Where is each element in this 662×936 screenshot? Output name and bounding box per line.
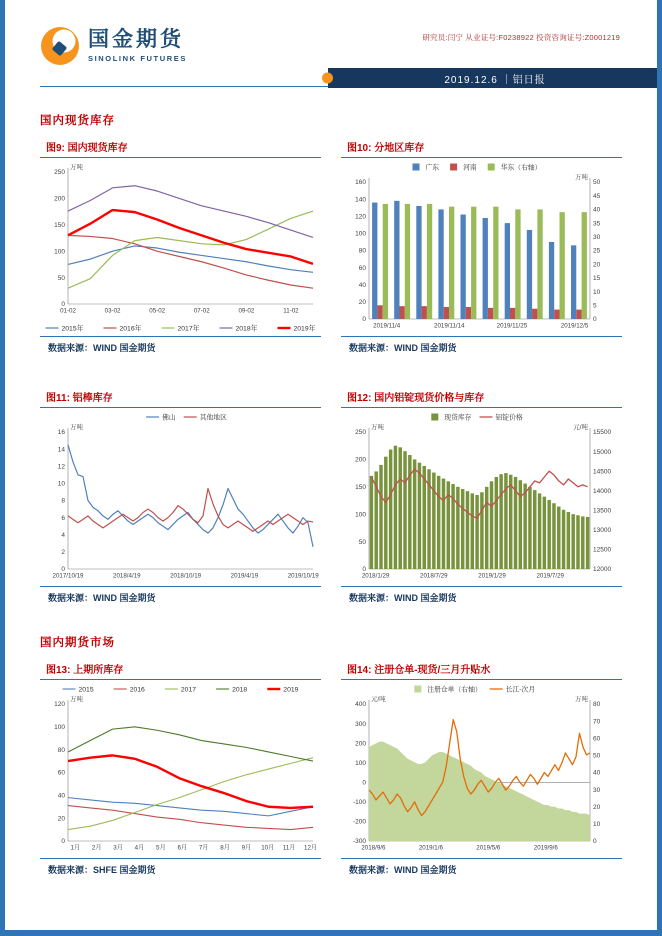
fig12-chart bbox=[341, 408, 622, 586]
fig10-source: 数据来源：WIND 国金期货 bbox=[341, 336, 622, 356]
svg-text:4: 4 bbox=[61, 531, 65, 539]
report-body bbox=[0, 112, 662, 878]
orange-dot-icon bbox=[322, 73, 333, 84]
svg-text:100: 100 bbox=[355, 759, 366, 767]
svg-text:2018/7/29: 2018/7/29 bbox=[420, 572, 448, 580]
svg-text:2018/9/6: 2018/9/6 bbox=[361, 844, 386, 852]
svg-text:45: 45 bbox=[593, 192, 601, 200]
svg-text:200: 200 bbox=[54, 195, 65, 203]
fig11-title: 图11: 铝棒库存 bbox=[40, 386, 321, 408]
fig9-source: 数据来源：WIND 国金期货 bbox=[40, 336, 321, 356]
brand-text bbox=[88, 29, 187, 62]
panel-fig14 bbox=[341, 658, 622, 878]
svg-text:2017/10/19: 2017/10/19 bbox=[52, 572, 84, 580]
svg-text:15: 15 bbox=[593, 275, 601, 283]
svg-text:13000: 13000 bbox=[593, 527, 612, 535]
svg-text:注册仓单（右轴）: 注册仓单（右轴） bbox=[427, 686, 482, 694]
header-rule bbox=[40, 86, 328, 87]
svg-text:07-02: 07-02 bbox=[193, 307, 210, 315]
svg-text:0: 0 bbox=[362, 779, 366, 787]
svg-text:其他地区: 其他地区 bbox=[199, 414, 227, 422]
svg-text:2019/1/29: 2019/1/29 bbox=[478, 572, 506, 580]
svg-text:11-02: 11-02 bbox=[283, 307, 299, 315]
svg-text:200: 200 bbox=[355, 456, 366, 464]
svg-text:2017年: 2017年 bbox=[177, 325, 200, 333]
svg-text:05-02: 05-02 bbox=[149, 307, 166, 315]
fig11-source: 数据来源：WIND 国金期货 bbox=[40, 586, 321, 606]
section-title-futures-market: 国内期货市场 bbox=[40, 637, 115, 649]
fig14-source: 数据来源：WIND 国金期货 bbox=[341, 858, 622, 878]
svg-text:2019/1/6: 2019/1/6 bbox=[418, 844, 443, 852]
fig13-title: 图13: 上期所库存 bbox=[40, 658, 321, 680]
svg-text:2018年: 2018年 bbox=[235, 325, 258, 333]
svg-text:2015年: 2015年 bbox=[61, 325, 84, 333]
svg-text:300: 300 bbox=[355, 720, 366, 728]
svg-text:250: 250 bbox=[54, 169, 65, 177]
svg-text:2018/10/19: 2018/10/19 bbox=[170, 572, 202, 580]
charts-row-1 bbox=[40, 136, 622, 356]
svg-text:佛山: 佛山 bbox=[162, 414, 176, 422]
svg-text:8: 8 bbox=[61, 497, 65, 505]
svg-text:09-02: 09-02 bbox=[238, 307, 255, 315]
svg-text:2019/7/29: 2019/7/29 bbox=[536, 572, 564, 580]
researcher-credentials: 研究员:闫宁 从业证号:F0238922 投资咨询证号:Z0001219 bbox=[422, 33, 620, 42]
svg-text:160: 160 bbox=[355, 179, 366, 187]
fig14-title: 图14: 注册仓单-现货/三月升贴水 bbox=[341, 658, 622, 680]
section-title-spot-inventory: 国内现货库存 bbox=[40, 115, 115, 127]
svg-text:40: 40 bbox=[358, 281, 366, 289]
date-title-bar bbox=[328, 68, 662, 88]
svg-text:12: 12 bbox=[57, 463, 65, 471]
fig12-title: 图12: 国内铝锭现货价格与库存 bbox=[341, 386, 622, 408]
svg-text:12000: 12000 bbox=[593, 566, 612, 574]
svg-text:0: 0 bbox=[362, 316, 366, 324]
svg-text:2019/11/25: 2019/11/25 bbox=[496, 322, 528, 330]
svg-text:400: 400 bbox=[355, 701, 366, 709]
svg-text:2019/12/5: 2019/12/5 bbox=[560, 322, 589, 330]
svg-text:2019年: 2019年 bbox=[293, 325, 316, 333]
svg-text:50: 50 bbox=[593, 752, 601, 760]
svg-text:30: 30 bbox=[593, 234, 601, 241]
svg-text:12500: 12500 bbox=[593, 546, 612, 554]
svg-text:-300: -300 bbox=[352, 838, 366, 846]
panel-fig13 bbox=[40, 658, 321, 878]
svg-text:100: 100 bbox=[54, 248, 65, 256]
svg-text:150: 150 bbox=[54, 222, 65, 229]
fig12-source: 数据来源：WIND 国金期货 bbox=[341, 586, 622, 606]
svg-text:50: 50 bbox=[57, 274, 65, 282]
svg-text:万吨: 万吨 bbox=[70, 424, 83, 431]
svg-text:0: 0 bbox=[593, 838, 597, 846]
svg-text:万吨: 万吨 bbox=[70, 164, 83, 171]
svg-text:广东: 广东 bbox=[425, 164, 440, 172]
svg-text:60: 60 bbox=[358, 264, 366, 272]
svg-text:01-02: 01-02 bbox=[60, 307, 76, 315]
svg-text:10月: 10月 bbox=[261, 844, 275, 852]
svg-text:元/吨: 元/吨 bbox=[573, 424, 588, 431]
svg-text:14: 14 bbox=[57, 446, 65, 454]
svg-text:1月: 1月 bbox=[70, 844, 81, 852]
svg-text:03-02: 03-02 bbox=[104, 307, 121, 315]
svg-text:-200: -200 bbox=[352, 818, 366, 826]
svg-text:12月: 12月 bbox=[304, 844, 318, 852]
report-header bbox=[0, 0, 662, 88]
svg-text:20: 20 bbox=[57, 815, 65, 823]
svg-text:2019/11/14: 2019/11/14 bbox=[434, 322, 465, 330]
svg-text:15500: 15500 bbox=[593, 429, 612, 437]
svg-text:100: 100 bbox=[355, 230, 366, 238]
panel-fig12 bbox=[341, 386, 622, 606]
svg-text:5: 5 bbox=[593, 302, 597, 310]
svg-text:2: 2 bbox=[61, 549, 65, 557]
fig13-source: 数据来源：SHFE 国金期货 bbox=[40, 858, 321, 878]
svg-text:6月: 6月 bbox=[177, 844, 188, 852]
panel-fig10 bbox=[341, 136, 622, 356]
fig10-title: 图10: 分地区库存 bbox=[341, 136, 622, 158]
charts-row-2 bbox=[40, 386, 622, 606]
svg-text:2018/4/19: 2018/4/19 bbox=[113, 572, 141, 580]
svg-text:10: 10 bbox=[593, 288, 601, 296]
page-border-bottom bbox=[0, 930, 662, 936]
svg-text:8月: 8月 bbox=[220, 844, 230, 852]
svg-text:0: 0 bbox=[61, 566, 65, 574]
svg-text:70: 70 bbox=[593, 718, 601, 726]
svg-text:11月: 11月 bbox=[282, 844, 296, 852]
svg-text:40: 40 bbox=[593, 206, 601, 214]
svg-text:13500: 13500 bbox=[593, 507, 612, 515]
svg-text:60: 60 bbox=[57, 769, 65, 777]
svg-text:2016年: 2016年 bbox=[119, 325, 142, 333]
panel-fig11 bbox=[40, 386, 321, 606]
svg-text:40: 40 bbox=[593, 769, 601, 777]
svg-text:14000: 14000 bbox=[593, 487, 612, 495]
svg-text:2016: 2016 bbox=[129, 686, 145, 694]
svg-text:10: 10 bbox=[57, 480, 65, 488]
svg-text:6: 6 bbox=[61, 514, 65, 522]
svg-text:140: 140 bbox=[355, 196, 366, 204]
svg-text:100: 100 bbox=[54, 724, 65, 732]
panel-fig9 bbox=[40, 136, 321, 356]
svg-text:2018: 2018 bbox=[232, 686, 248, 694]
svg-text:万吨: 万吨 bbox=[371, 424, 384, 431]
svg-text:150: 150 bbox=[355, 484, 366, 491]
svg-text:2019/11/4: 2019/11/4 bbox=[373, 322, 401, 330]
svg-text:20: 20 bbox=[593, 261, 601, 269]
svg-text:现货库存: 现货库存 bbox=[444, 414, 472, 422]
svg-text:长江-次月: 长江-次月 bbox=[505, 686, 536, 694]
date-title-text: 2019.12.6 ｜铝日报 bbox=[444, 74, 546, 86]
svg-text:100: 100 bbox=[355, 511, 366, 519]
charts-row-3 bbox=[40, 658, 622, 878]
svg-text:华东（右轴）: 华东（右轴） bbox=[500, 164, 542, 172]
svg-text:元/吨: 元/吨 bbox=[371, 696, 386, 703]
svg-text:2019/4/19: 2019/4/19 bbox=[230, 572, 259, 580]
svg-text:2019/9/6: 2019/9/6 bbox=[533, 844, 558, 852]
svg-text:14500: 14500 bbox=[593, 468, 612, 476]
svg-text:9月: 9月 bbox=[241, 844, 252, 852]
page-border-left bbox=[0, 0, 5, 936]
svg-text:0: 0 bbox=[362, 566, 366, 574]
svg-text:万吨: 万吨 bbox=[575, 174, 588, 181]
fig10-chart bbox=[341, 158, 622, 336]
brand-name-en: SINOLINK FUTURES bbox=[88, 53, 187, 63]
svg-text:铝锭价格: 铝锭价格 bbox=[495, 414, 523, 422]
svg-text:0: 0 bbox=[593, 316, 597, 324]
svg-text:2015: 2015 bbox=[78, 686, 94, 694]
fig9-title: 图9: 国内现货库存 bbox=[40, 136, 321, 158]
header-title-row bbox=[40, 68, 662, 88]
svg-text:2月: 2月 bbox=[91, 844, 102, 852]
svg-text:河南: 河南 bbox=[463, 164, 477, 172]
svg-text:80: 80 bbox=[57, 746, 65, 754]
svg-text:200: 200 bbox=[355, 740, 366, 748]
svg-text:-100: -100 bbox=[352, 799, 366, 807]
svg-text:0: 0 bbox=[61, 301, 65, 309]
svg-text:万吨: 万吨 bbox=[70, 696, 83, 703]
svg-text:60: 60 bbox=[593, 735, 601, 743]
svg-text:50: 50 bbox=[593, 179, 601, 187]
fig13-chart bbox=[40, 680, 321, 858]
fig9-chart bbox=[40, 158, 321, 336]
svg-text:4月: 4月 bbox=[134, 844, 145, 852]
brand-name-cn: 国金期货 bbox=[88, 28, 184, 52]
svg-text:2018/1/29: 2018/1/29 bbox=[361, 572, 390, 580]
svg-text:120: 120 bbox=[54, 701, 65, 709]
svg-text:120: 120 bbox=[355, 213, 366, 221]
svg-text:0: 0 bbox=[61, 838, 65, 846]
fig11-chart bbox=[40, 408, 321, 586]
sinolink-logo-icon bbox=[40, 26, 80, 66]
svg-text:40: 40 bbox=[57, 792, 65, 800]
svg-text:80: 80 bbox=[358, 247, 366, 255]
svg-text:35: 35 bbox=[593, 220, 601, 228]
svg-text:7月: 7月 bbox=[198, 844, 209, 852]
svg-text:2019/10/19: 2019/10/19 bbox=[287, 572, 319, 580]
svg-text:16: 16 bbox=[57, 429, 65, 437]
svg-text:20: 20 bbox=[358, 299, 366, 307]
svg-text:10: 10 bbox=[593, 821, 601, 829]
svg-text:25: 25 bbox=[593, 247, 601, 255]
page-border-right bbox=[657, 0, 662, 936]
svg-text:2019/5/6: 2019/5/6 bbox=[476, 844, 501, 852]
svg-text:30: 30 bbox=[593, 786, 601, 794]
svg-text:万吨: 万吨 bbox=[575, 696, 588, 703]
svg-text:50: 50 bbox=[358, 538, 366, 546]
svg-text:80: 80 bbox=[593, 701, 601, 709]
svg-text:3月: 3月 bbox=[113, 844, 123, 852]
svg-text:2019: 2019 bbox=[283, 686, 299, 694]
svg-text:15000: 15000 bbox=[593, 448, 612, 456]
svg-text:250: 250 bbox=[355, 429, 366, 437]
svg-text:5月: 5月 bbox=[156, 844, 166, 852]
svg-text:2017: 2017 bbox=[180, 686, 197, 694]
svg-text:20: 20 bbox=[593, 803, 601, 811]
fig14-chart bbox=[341, 680, 622, 858]
